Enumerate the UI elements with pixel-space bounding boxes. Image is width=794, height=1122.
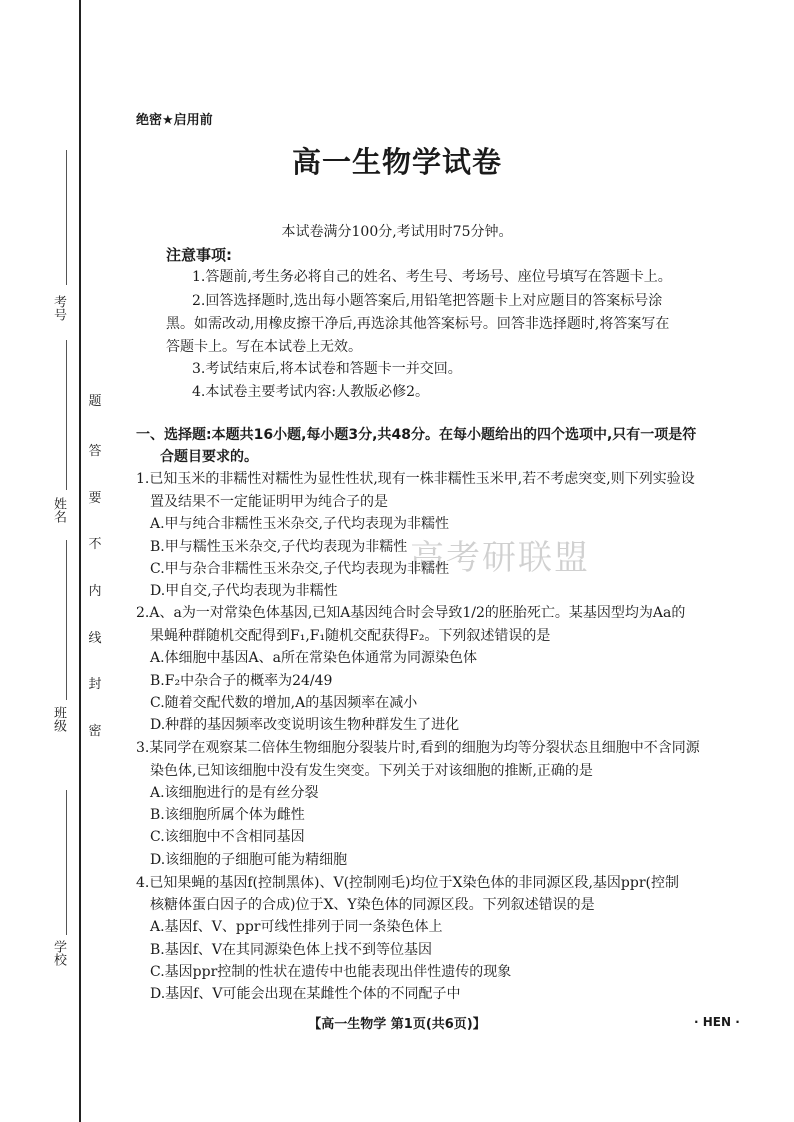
seal-char: 内	[88, 584, 102, 599]
margin-label-class: 班级	[51, 706, 66, 732]
notes-line: 3.考试结束后,将本试卷和答题卡一并交回。	[192, 361, 462, 377]
question-stem: 核糖体蛋白因子的合成)位于X、Y染色体的同源区段。下列叙述错误的是	[150, 897, 595, 913]
question-option[interactable]: D.基因f、V可能会出现在某雌性个体的不同配子中	[150, 986, 461, 1002]
school-blank[interactable]	[66, 790, 67, 935]
question-option[interactable]: A.该细胞进行的是有丝分裂	[150, 785, 319, 801]
name-blank[interactable]	[66, 340, 67, 490]
notes-line: 答题卡上。写在本试卷上无效。	[166, 339, 362, 355]
class-blank[interactable]	[66, 540, 67, 700]
question-option[interactable]: B.基因f、V在其同源染色体上找不到等位基因	[150, 942, 433, 958]
question-option[interactable]: B.甲与糯性玉米杂交,子代均表现为非糯性	[150, 539, 408, 555]
section-heading-cont: 合题目要求的。	[160, 449, 258, 465]
margin-label-exam-no: 考号	[51, 295, 66, 321]
question-stem: 染色体,已知该细胞中没有发生突变。下列关于对该细胞的推断,正确的是	[150, 763, 593, 779]
question-option[interactable]: A.甲与纯合非糯性玉米杂交,子代均表现为非糯性	[150, 516, 450, 532]
question-option[interactable]: C.随着交配代数的增加,A的基因频率在减小	[150, 695, 418, 711]
secrecy-label: 绝密★启用前	[136, 113, 213, 128]
seal-char: 密	[88, 724, 102, 739]
question-stem: 置及结果不一定能证明甲为纯合子的是	[150, 494, 388, 510]
seal-char: 线	[88, 631, 102, 646]
question-option[interactable]: A.基因f、V、ppr可线性排列于同一条染色体上	[150, 919, 443, 935]
question-stem: 果蝇种群随机交配得到F₁,F₁随机交配获得F₂。下列叙述错误的是	[150, 628, 551, 644]
section-heading: 一、选择题:本题共16小题,每小题3分,共48分。在每小题给出的四个选项中,只有一项是符	[136, 427, 697, 443]
notes-line: 4.本试卷主要考试内容:人教版必修2。	[192, 384, 429, 400]
seal-char: 要	[88, 491, 102, 506]
seal-char: 题	[88, 394, 102, 409]
notes-line: 黑。如需改动,用橡皮擦干净后,再选涂其他答案标号。回答非选择题时,将答案写在	[166, 316, 670, 332]
question-option[interactable]: C.该细胞中不含相同基因	[150, 829, 305, 845]
question-option[interactable]: B.F₂中杂合子的概率为24/49	[150, 673, 333, 689]
question-option[interactable]: B.该细胞所属个体为雌性	[150, 807, 305, 823]
question-option[interactable]: A.体细胞中基因A、a所在常染色体通常为同源染色体	[150, 650, 478, 666]
question-stem: 3.某同学在观察某二倍体生物细胞分裂装片时,看到的细胞为均等分裂状态且细胞中不含同源	[136, 740, 700, 756]
question-option[interactable]: C.甲与杂合非糯性玉米杂交,子代均表现为非糯性	[150, 561, 450, 577]
margin-label-name: 姓名	[51, 497, 66, 523]
question-option[interactable]: D.该细胞的子细胞可能为精细胞	[150, 852, 348, 868]
question-option[interactable]: D.种群的基因频率改变说明该生物种群发生了进化	[150, 717, 460, 733]
exam-code: · HEN ·	[694, 1015, 740, 1029]
seal-char: 答	[88, 444, 102, 459]
notes-heading: 注意事项:	[166, 246, 232, 264]
question-option[interactable]: D.甲自交,子代均表现为非糯性	[150, 583, 338, 599]
notes-line: 2.回答选择题时,选出每小题答案后,用铅笔把答题卡上对应题目的答案标号涂	[192, 293, 663, 309]
exam-info: 本试卷满分100分,考试用时75分钟。	[281, 224, 513, 240]
watermark: 高考研联盟	[410, 538, 590, 578]
seal-char: 封	[88, 677, 102, 692]
page-title: 高一生物学试卷	[291, 145, 502, 179]
notes-line: 1.答题前,考生务必将自己的姓名、考生号、考场号、座位号填写在答题卡上。	[192, 269, 672, 285]
question-stem: 4.已知果蝇的基因f(控制黑体)、V(控制刚毛)均位于X染色体的非同源区段,基因ppr(控制	[136, 875, 679, 891]
seal-char: 不	[88, 537, 102, 552]
page-footer: 【高一生物学 第1页(共6页)】	[308, 1017, 486, 1032]
margin-label-school: 学校	[51, 940, 66, 966]
question-stem: 2.A、a为一对常染色体基因,已知A基因纯合时会导致1/2的胚胎死亡。某基因型均为Aa的	[136, 605, 686, 621]
question-option[interactable]: C.基因ppr控制的性状在遗传中也能表现出伴性遗传的现象	[150, 964, 512, 980]
question-stem: 1.已知玉米的非糯性对糯性为显性性状,现有一株非糯性玉米甲,若不考虑突变,则下列实验设	[136, 471, 695, 487]
